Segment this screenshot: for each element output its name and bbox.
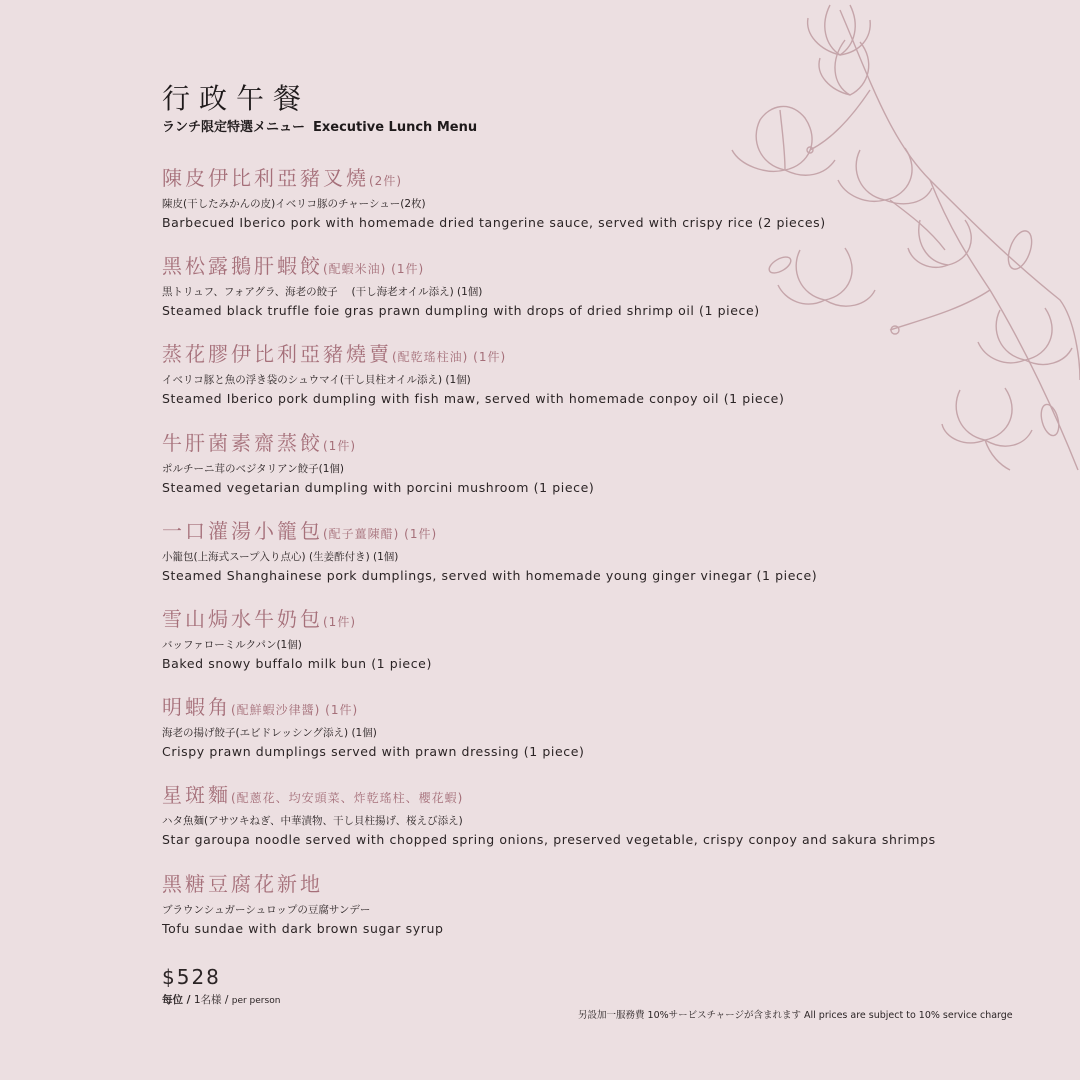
menu-item: [162, 870, 1042, 958]
menu-item: [162, 164, 1042, 252]
dish-name-zh: [162, 340, 1042, 371]
dish-name-jp: ハタ魚麺(アサツキねぎ、中華漬物、干し貝柱揚げ、桜えび添え): [162, 815, 463, 828]
dish-name: 牛肝菌素齋蒸餃: [162, 430, 323, 455]
dish-name-en: Steamed Shanghainese pork dumplings, served with homemade young ginger vinegar (1 piece): [162, 567, 818, 583]
service-charge-note: 另設加一服務費 10%サービスチャージが含まれます All prices are subject to 10% service charge: [578, 1010, 1013, 1021]
menu-subtitle: [162, 120, 477, 136]
dish-name-zh: [162, 429, 1042, 460]
menu-items: [162, 164, 1042, 958]
dish-name-jp: 陳皮(干したみかんの皮)イベリコ豚のチャーシュー(2枚): [162, 198, 426, 210]
dish-note: (2件): [369, 174, 402, 188]
dish-name-jp: バッファローミルクパン(1個): [162, 638, 302, 651]
dish-note: (配鮮蝦沙律醬) (1件): [231, 703, 359, 718]
dish-name-zh: [162, 605, 1042, 636]
dish-note: (配蔥花、均安頭菜、炸乾瑤柱、櫻花蝦): [231, 791, 464, 806]
per-zh: 每位 /: [162, 994, 191, 1006]
dish-name-en: Steamed Iberico pork dumpling with fish maw, served with homemade conpoy oil (1 piece): [162, 391, 785, 407]
dish-name-en: Tofu sundae with dark brown sugar syrup: [162, 920, 444, 936]
dish-name: 雪山焗水牛奶包: [162, 606, 323, 631]
dish-name: 星斑麵: [162, 783, 231, 808]
dish-name: 蒸花膠伊比利亞豬燒賣: [162, 342, 392, 367]
dish-name-en: Steamed black truffle foie gras prawn dumpling with drops of dried shrimp oil (1 piece): [162, 303, 760, 319]
per-jp: 1名様 /: [193, 994, 229, 1006]
menu-item: [162, 605, 1042, 693]
dish-name-jp: ブラウンシュガーシュロップの豆腐サンデー: [162, 903, 371, 916]
dish-note: (配子薑陳醋) (1件): [323, 526, 438, 541]
dish-name-zh: [162, 781, 1042, 812]
menu-title: 行政午餐: [162, 82, 311, 115]
dish-name-jp: ポルチーニ茸のベジタリアン餃子(1個): [162, 462, 345, 475]
dish-name-jp: 黒トリュフ、フォアグラ、海老の餃子 (干し海老オイル添え) (1個): [162, 286, 483, 299]
dish-name-zh: [162, 252, 1042, 283]
dish-name-en: Barbecued Iberico pork with homemade dried tangerine sauce, served with crispy rice (2 pieces): [162, 215, 826, 230]
menu-header: [162, 82, 477, 136]
dish-name-zh: [162, 517, 1042, 548]
dish-name-zh: [162, 870, 1042, 901]
dish-name: 黑糖豆腐花新地: [162, 871, 323, 896]
menu-item: [162, 252, 1042, 340]
price-per-person: [162, 993, 280, 1008]
dish-name-en: Steamed vegetarian dumpling with porcini mushroom (1 piece): [162, 479, 595, 495]
subtitle-en: Executive Lunch Menu: [313, 120, 478, 135]
menu-item: [162, 693, 1042, 781]
subtitle-jp: ランチ限定特選メニュー: [162, 120, 306, 135]
dish-note: (配乾瑤柱油) (1件): [392, 350, 507, 365]
menu-item: [162, 781, 1042, 869]
dish-name: 明蝦角: [162, 695, 231, 720]
dish-name-en: Star garoupa noodle served with chopped spring onions, preserved vegetable, crispy conpoy and sakura shrimps: [162, 832, 936, 848]
menu-item: [162, 340, 1042, 428]
dish-name: 一口灌湯小籠包: [162, 518, 323, 543]
dish-name-jp: 小籠包(上海式スープ入り点心) (生姜酢付き) (1個): [162, 550, 399, 563]
dish-name-zh: [162, 693, 1042, 724]
per-en: per person: [231, 996, 281, 1006]
dish-note: (配蝦米油) (1件): [323, 262, 425, 277]
menu-price: $528: [162, 965, 221, 989]
dish-name: 陳皮伊比利亞豬叉燒: [162, 166, 369, 190]
dish-note: (1件): [323, 614, 356, 629]
dish-name-jp: イベリコ豚と魚の浮き袋のシュウマイ(干し貝柱オイル添え) (1個): [162, 374, 471, 387]
dish-name-en: Crispy prawn dumplings served with prawn dressing (1 piece): [162, 744, 585, 760]
dish-note: (1件): [323, 438, 356, 453]
dish-name-zh: [162, 164, 1042, 195]
dish-name: 黑松露鵝肝蝦餃: [162, 254, 323, 279]
dish-name-jp: 海老の揚げ餃子(エビドレッシング添え) (1個): [162, 727, 377, 740]
menu-item: [162, 429, 1042, 517]
menu-item: [162, 517, 1042, 605]
dish-name-en: Baked snowy buffalo milk bun (1 piece): [162, 655, 432, 671]
